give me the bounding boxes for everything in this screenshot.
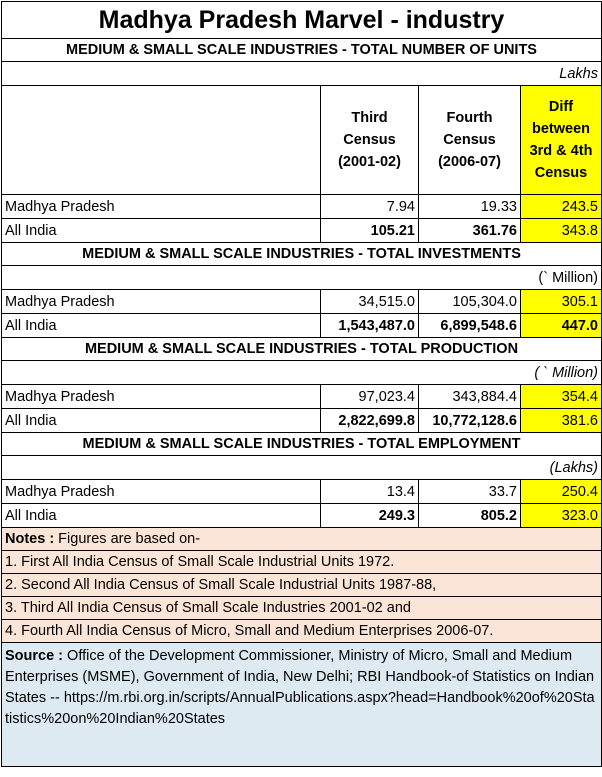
row-name: All India (2, 409, 321, 433)
diff-value: 305.1 (521, 290, 602, 314)
note-row (2, 574, 602, 597)
header-fourth-line: Census (443, 132, 496, 148)
notes-label: Notes : (5, 531, 55, 547)
notes-header-row (2, 528, 602, 551)
diff-value: 381.6 (521, 409, 602, 433)
table-row (2, 314, 602, 338)
header-diff-line: Diff (548, 99, 574, 115)
unit-row (2, 361, 602, 385)
fourth-value: 6,899,548.6 (419, 314, 521, 338)
unit-row (2, 266, 602, 290)
header-third-line: Third (351, 110, 388, 126)
third-value: 105.21 (321, 219, 419, 243)
header-diff-line: between (531, 121, 590, 137)
fourth-value: 33.7 (419, 480, 521, 504)
unit-label: ( ` Million) (2, 361, 602, 385)
fourth-value: 105,304.0 (419, 290, 521, 314)
industry-table (1, 1, 602, 767)
unit-label: (Lakhs) (2, 456, 602, 480)
section-title: MEDIUM & SMALL SCALE INDUSTRIES - TOTAL INVESTMENTS (2, 243, 602, 266)
diff-value: 323.0 (521, 504, 602, 528)
fourth-value: 361.76 (419, 219, 521, 243)
header-blank-cell (2, 86, 321, 195)
row-name: Madhya Pradesh (2, 195, 321, 219)
unit-row (2, 62, 602, 86)
note-row (2, 551, 602, 574)
note-item: 1. First All India Census of Small Scale Industrial Units 1972. (2, 551, 602, 574)
row-name: Madhya Pradesh (2, 480, 321, 504)
note-row (2, 620, 602, 643)
diff-value: 354.4 (521, 385, 602, 409)
section-title: MEDIUM & SMALL SCALE INDUSTRIES - TOTAL NUMBER OF UNITS (2, 39, 602, 62)
diff-value: 343.8 (521, 219, 602, 243)
third-value: 1,543,487.0 (321, 314, 419, 338)
section-title-row (2, 243, 602, 266)
notes-intro: Figures are based on- (54, 531, 201, 547)
diff-value: 250.4 (521, 480, 602, 504)
section-title-row (2, 338, 602, 361)
header-third-line: (2001-02) (338, 154, 401, 170)
table-row (2, 504, 602, 528)
header-third-line: Census (343, 132, 396, 148)
note-row (2, 597, 602, 620)
third-value: 249.3 (321, 504, 419, 528)
unit-label: (` Million) (2, 266, 602, 290)
fourth-value: 343,884.4 (419, 385, 521, 409)
source-cell (2, 643, 602, 767)
unit-label: Lakhs (2, 62, 602, 86)
source-url: https://m.rbi.org.in/scripts/AnnualPublications.aspx?head=Handbook%20of%20Statistics%20on%20Indian%20States (5, 690, 595, 727)
source-row (2, 643, 602, 767)
note-item: 4. Fourth All India Census of Micro, Small and Medium Enterprises 2006-07. (2, 620, 602, 643)
unit-row (2, 456, 602, 480)
source-text: Office of the Development Commissioner, Ministry of Micro, Small and Medium Enterprises (MSME), Government of India, New Delhi; RBI Handbook-of Statistics on Indian States -- (5, 648, 595, 706)
section-title: MEDIUM & SMALL SCALE INDUSTRIES - TOTAL EMPLOYMENT (2, 433, 602, 456)
table-row (2, 480, 602, 504)
title-row (2, 2, 602, 39)
section-title-row (2, 433, 602, 456)
header-diff (521, 86, 602, 195)
note-item: 2. Second All India Census of Small Scale Industrial Units 1987-88, (2, 574, 602, 597)
table-row (2, 385, 602, 409)
third-value: 7.94 (321, 195, 419, 219)
third-value: 13.4 (321, 480, 419, 504)
fourth-value: 805.2 (419, 504, 521, 528)
diff-value: 243.5 (521, 195, 602, 219)
header-fourth-line: Fourth (446, 110, 493, 126)
header-fourth-line: (2006-07) (438, 154, 501, 170)
section-title: MEDIUM & SMALL SCALE INDUSTRIES - TOTAL PRODUCTION (2, 338, 602, 361)
third-value: 34,515.0 (321, 290, 419, 314)
table-row (2, 195, 602, 219)
section-title-row (2, 39, 602, 62)
header-fourth-census (419, 86, 521, 195)
fourth-value: 19.33 (419, 195, 521, 219)
header-row (2, 86, 602, 195)
row-name: All India (2, 219, 321, 243)
table-row (2, 290, 602, 314)
row-name: All India (2, 504, 321, 528)
table-row (2, 409, 602, 433)
notes-header (2, 528, 602, 551)
row-name: Madhya Pradesh (2, 290, 321, 314)
third-value: 97,023.4 (321, 385, 419, 409)
page-title: Madhya Pradesh Marvel - industry (2, 2, 602, 39)
header-third-census (321, 86, 419, 195)
header-diff-line: Census (534, 165, 588, 181)
row-name: Madhya Pradesh (2, 385, 321, 409)
header-diff-line: 3rd & 4th (529, 143, 593, 159)
third-value: 2,822,699.8 (321, 409, 419, 433)
diff-value: 447.0 (521, 314, 602, 338)
note-item: 3. Third All India Census of Small Scale Industries 2001-02 and (2, 597, 602, 620)
source-label: Source : (5, 648, 64, 664)
table-row (2, 219, 602, 243)
row-name: All India (2, 314, 321, 338)
fourth-value: 10,772,128.6 (419, 409, 521, 433)
